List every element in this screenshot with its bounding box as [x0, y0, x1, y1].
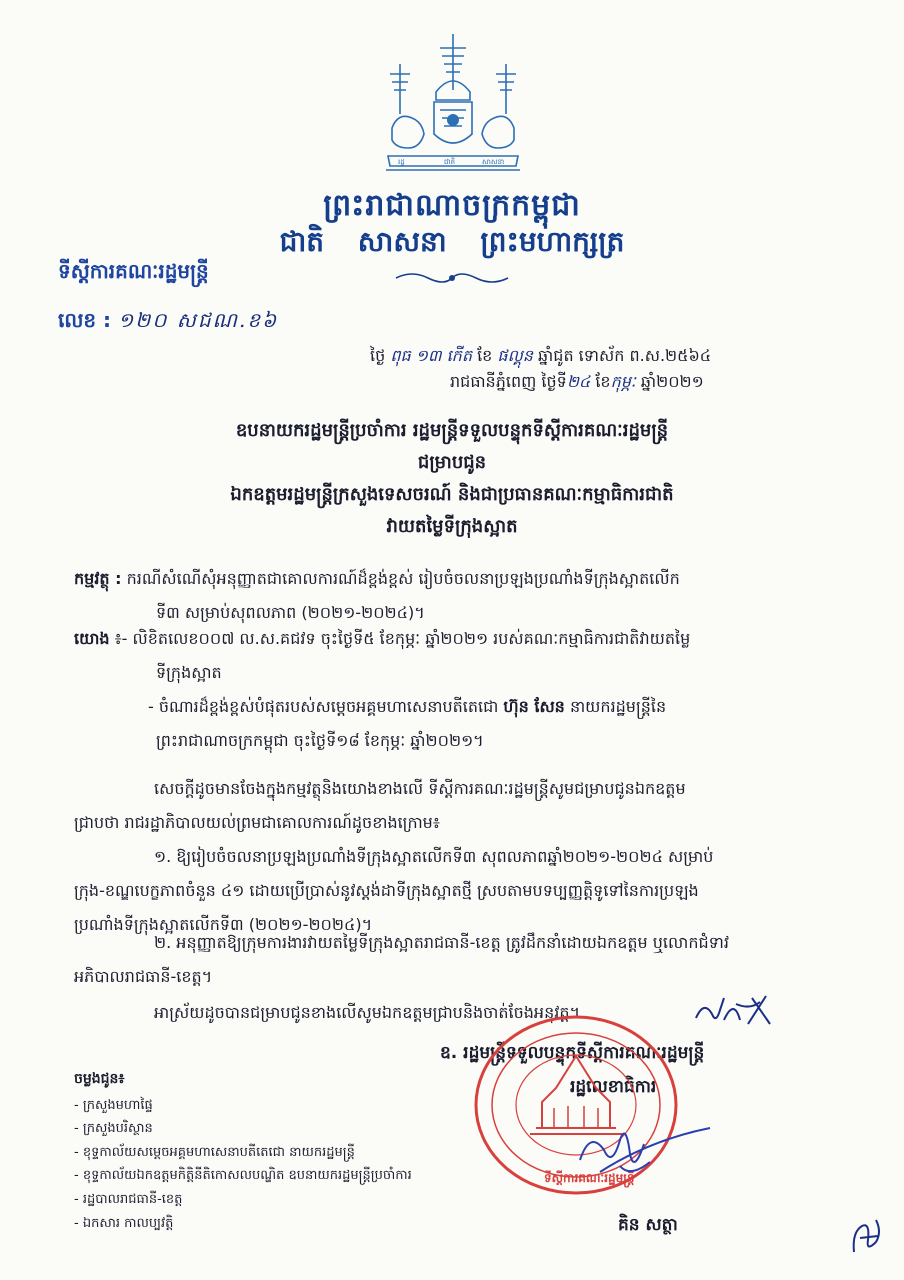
reference-item2-line1	[74, 690, 864, 724]
reference-number: ១២០ សជណ.ខ៦	[118, 308, 279, 332]
handwritten-corner-mark-icon	[846, 1212, 886, 1260]
lunar-date-prefix: ថ្ងៃ	[370, 346, 386, 365]
solar-date-prefix: រាជធានីភ្នំពេញ ថ្ងៃទី	[450, 372, 567, 391]
solar-year: ឆ្នាំ២០២១	[640, 372, 704, 391]
reference-item2-pre: - ចំណារដ៏ខ្ពង់ខ្ពស់បំផុតរបស់សម្ដេចអគ្គមហាសេនាបតីតេជោ	[148, 697, 499, 716]
recipient-title: ឯកឧត្តមរដ្ឋមន្ត្រីក្រសួងទេសចរណ៍ និងជាប្រធានគណៈកម្មាធិការជាតិ	[230, 484, 674, 505]
reference-section	[74, 622, 864, 758]
lunar-day-handwritten: ពុធ ១៣ កើត	[390, 346, 472, 365]
signatory-name: គិន សត្ថា	[618, 1215, 678, 1235]
subject-text-line1: ករណីសំណើសុំអនុញ្ញាតជាគោលការណ៍ដ៏ខ្ពង់ខ្ពស់ រៀបចំចលនាប្រឡងប្រណាំងទីក្រុងស្អាតលើក	[126, 569, 680, 588]
intro-paragraph	[74, 772, 864, 840]
royal-coat-of-arms-icon	[378, 30, 528, 182]
issuing-office-name: ទីស្ដីការគណៈរដ្ឋមន្ត្រី	[58, 259, 209, 283]
subject-section	[74, 562, 864, 630]
addressed-to: ជម្រាបជូន	[417, 452, 487, 473]
point-one-line3: ប្រណាំងទីក្រុងស្អាតលើកទី៣ (២០២១-២០២៤)។	[74, 915, 373, 934]
seal-text: ទីស្ដីការគណៈរដ្ឋមន្ត្រី	[544, 1171, 635, 1185]
point-one-line1: ១. ឱ្យរៀបចំចលនាប្រឡងប្រណាំងទីក្រុងស្អាតលើកទី៣ សុពលភាពឆ្នាំ២០២១-២០២៤ សម្រាប់	[154, 847, 714, 866]
copy-to-item: - ខុទ្ទកាល័យឯកឧត្តមកិត្តិនីតិកោសលបណ្ឌិត ឧបនាយករដ្ឋមន្ត្រីប្រចាំការ	[74, 1168, 412, 1184]
point-one-line2: ក្រុង-ខណ្ឌបេក្ខភាពចំនួន ៤១ ដោយប្រើប្រាស់នូវស្តង់ដាទីក្រុងស្អាតថ្មី ស្របតាមបទប្បញ្ញត្តិទូទៅនៃការប្រឡង	[74, 881, 699, 900]
point-two-line1: ២. អនុញ្ញាតឱ្យក្រុមការងារវាយតម្លៃទីក្រុងស្អាតរាជធានី-ខេត្ត ត្រូវដឹកនាំដោយឯកឧត្តម ឬលោកជំទាវ	[154, 933, 729, 952]
copy-to-title: ចម្លងជូន៖	[74, 1071, 125, 1087]
copy-to-item: - ឯកសារ កាលប្បវត្តិ	[74, 1215, 174, 1231]
point-two-paragraph	[74, 926, 864, 994]
subject-label: កម្មវត្ថុ :	[74, 569, 122, 588]
solar-month-handwritten: កុម្ភៈ	[610, 372, 636, 391]
reference-item2-line2: ព្រះរាជាណាចក្រកម្ពុជា ចុះថ្ងៃទី១៨ ខែកុម្ភៈ ឆ្នាំ២០២១។	[156, 731, 484, 750]
emblem-caption-right: សាសនា	[482, 158, 505, 166]
copy-to-item: - ខុទ្ទកាល័យសម្ដេចអគ្គមហាសេនាបតីតេជោ នាយករដ្ឋមន្ត្រី	[74, 1144, 355, 1160]
sender-title: ឧបនាយករដ្ឋមន្ត្រីប្រចាំការ រដ្ឋមន្ត្រីទទួលបន្ទុកទីស្ដីការគណៈរដ្ឋមន្ត្រី	[235, 420, 669, 441]
intro-line1: សេចក្ដីដូចមានចែងក្នុងកម្មវត្ថុនិងយោងខាងលើ ទីស្ដីការគណៈរដ្ឋមន្ត្រីសូមជម្រាបជូនឯកឧត្តម	[154, 779, 686, 798]
lunar-month-label: ខែ	[477, 346, 493, 365]
handwritten-signature-icon	[560, 1110, 720, 1190]
signatory-role: ឧ. រដ្ឋមន្ត្រីទទួលបន្ទុកទីស្ដីការគណៈរដ្ឋមន្ត្រី	[440, 1043, 705, 1063]
national-motto: ជាតិ សាសនា ព្រះមហាក្សត្រ	[279, 225, 625, 258]
reference-item1-line1: ៖- លិខិតលេខ០០៧ ល.ស.គជវទ ចុះថ្ងៃទី៥ ខែកុម្ភៈ ឆ្នាំ២០២១ របស់គណៈកម្មាធិការជាតិវាយតម្លៃ	[114, 629, 691, 648]
copy-to-list	[74, 1068, 412, 1235]
reference-item1-line2: ទីក្រុងស្អាត	[156, 663, 222, 682]
copy-to-item: - ក្រសួងមហាផ្ទៃ	[74, 1097, 153, 1113]
lunar-year: ឆ្នាំជូត ទោស័ក ព.ស.២៥៦៤	[538, 346, 712, 365]
emblem-caption-center: ជាតិ	[444, 158, 456, 166]
prime-minister-name: ហ៊ុន សែន	[503, 697, 565, 716]
handwritten-initial-icon	[690, 990, 780, 1040]
signatory-title: រដ្ឋលេខាធិការ	[570, 1077, 657, 1097]
solar-month-label: ខែ	[595, 372, 611, 391]
point-two-line2: អភិបាលរាជធានី-ខេត្ត។	[74, 967, 213, 986]
copy-to-item: - ក្រសួងបរិស្ថាន	[74, 1121, 153, 1137]
solar-day-handwritten: ២៤	[566, 372, 591, 391]
lunar-month-handwritten: ផល្គុន	[497, 346, 533, 365]
ornament-divider-icon	[392, 268, 512, 288]
reference-number-line	[58, 307, 278, 337]
closing-line: អាស្រ័យដូចបានជម្រាបជូនខាងលើសូមឯកឧត្តមជ្រាបនិងចាត់ចែងអនុវត្ត។	[154, 1003, 581, 1022]
kingdom-title: ព្រះរាជាណាចក្រកម្ពុជា	[323, 188, 581, 223]
subject-text-line2: ទី៣ សម្រាប់សុពលភាព (២០២១-២០២៤)។	[156, 603, 425, 622]
reference-label: លេខ :	[58, 308, 112, 332]
reference-item2-post: នាយករដ្ឋមន្ត្រីនៃ	[569, 697, 667, 716]
lunar-date-line	[370, 345, 711, 369]
copy-to-item: - រដ្ឋបាលរាជធានី-ខេត្ត	[74, 1191, 183, 1207]
reference-basis-label: យោង	[74, 629, 110, 648]
emblem-caption-left: រដ្ឋ	[398, 158, 405, 166]
recipient-committee: វាយតម្លៃទីក្រុងស្អាត	[386, 516, 518, 537]
intro-line2: ជ្រាបថា រាជរដ្ឋាភិបាលយល់ព្រមជាគោលការណ៍ដូចខាងក្រោម៖	[74, 813, 440, 832]
solar-date-line	[450, 371, 704, 395]
